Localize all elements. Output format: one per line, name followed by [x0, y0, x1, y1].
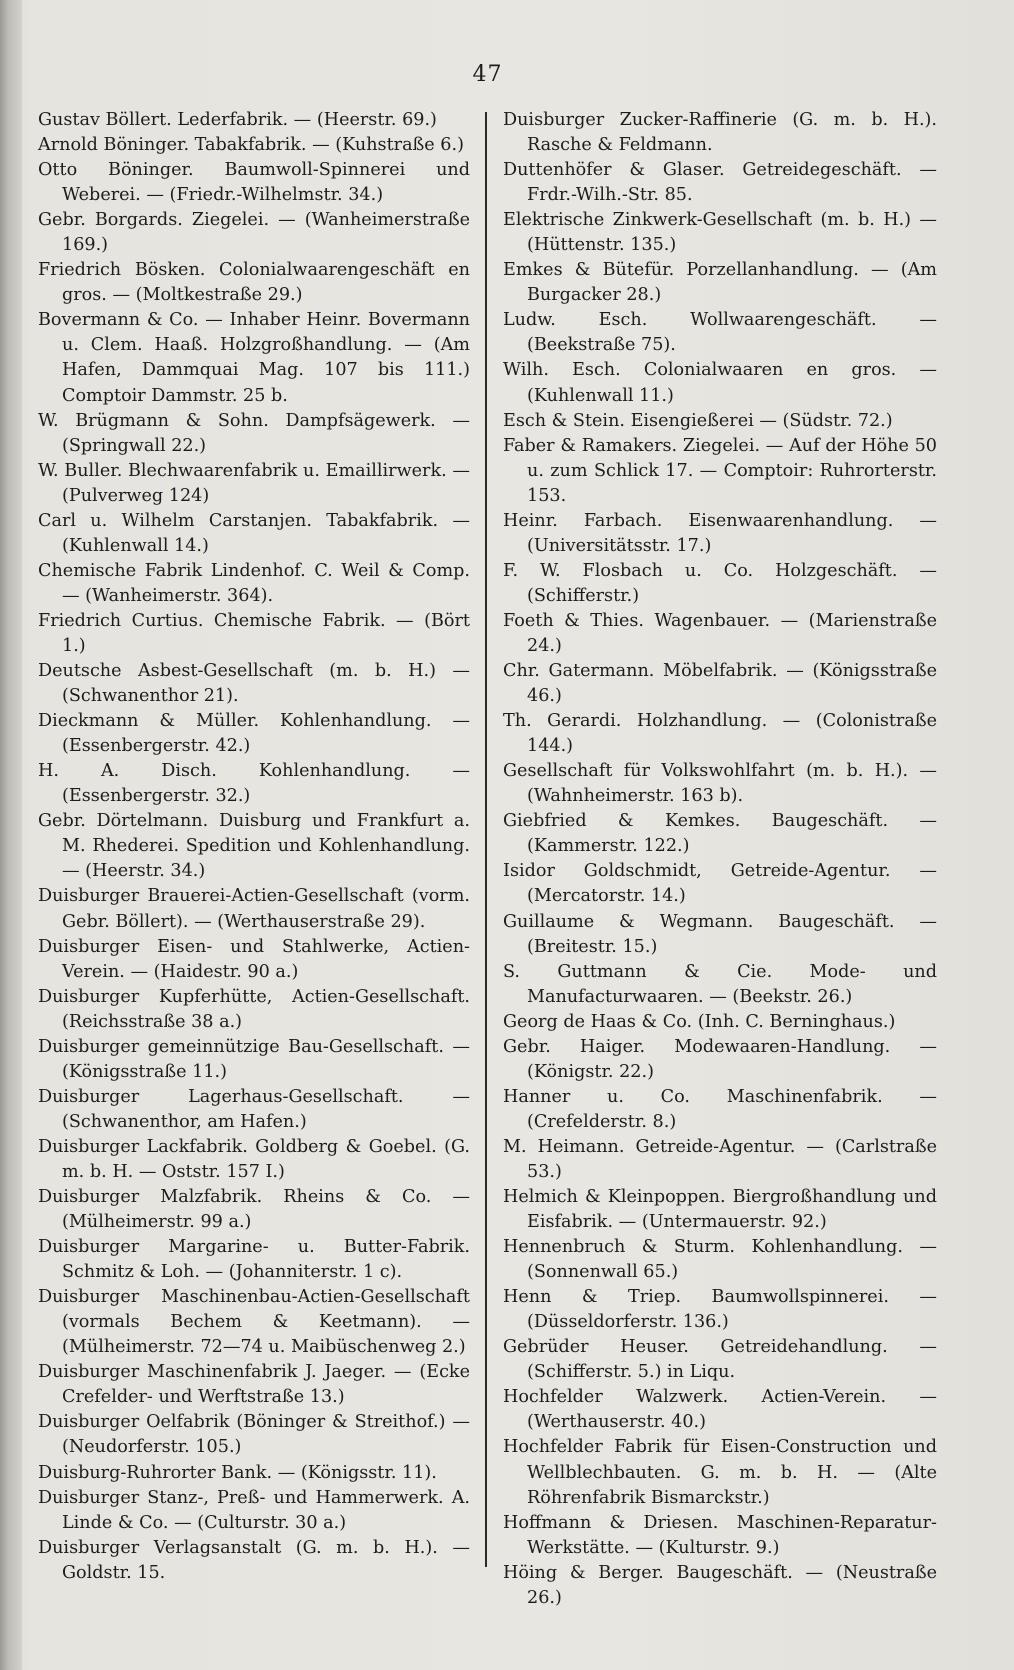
directory-entry: Duisburg-Ruhrorter Bank. — (Königsstr. 11).	[38, 1462, 437, 1483]
directory-entry: Duisburger Brauerei-Actien-Gesellschaft (vorm. Gebr. Böllert). — (Werthauserstraße 29).	[38, 886, 470, 932]
directory-entry: H. A. Disch. Kohlenhandlung. — (Essenbergerstr. 32.)	[38, 761, 470, 807]
directory-entry: Dieckmann & Müller. Kohlenhandlung. — (Essenbergerstr. 42.)	[38, 711, 470, 757]
directory-entry: Guillaume & Wegmann. Baugeschäft. — (Breitestr. 15.)	[503, 911, 937, 957]
directory-entry: Duisburger Maschinenfabrik J. Jaeger. — (Ecke Crefelder- und Werftstraße 13.)	[38, 1362, 470, 1408]
directory-entry: Georg de Haas & Co. (Inh. C. Berninghaus.)	[503, 1011, 896, 1032]
column-divider	[485, 112, 487, 1567]
directory-entry: Duisburger Stanz-, Preß- und Hammerwerk. A. Linde & Co. — (Culturstr. 30 a.)	[38, 1487, 470, 1533]
directory-entry: Hoffmann & Driesen. Maschinen-Reparatur-Werkstätte. — (Kulturstr. 9.)	[503, 1512, 937, 1558]
directory-entry: Wilh. Esch. Colonialwaaren en gros. — (Kuhlenwall 11.)	[503, 360, 937, 406]
directory-entry: Carl u. Wilhelm Carstanjen. Tabakfabrik. — (Kuhlenwall 14.)	[38, 510, 470, 556]
page-number: 47	[472, 62, 503, 87]
directory-entry: Gebr. Borgards. Ziegelei. — (Wanheimerstraße 169.)	[38, 210, 470, 256]
directory-entry: Esch & Stein. Eisengießerei — (Südstr. 72.)	[503, 410, 893, 431]
directory-entry: Deutsche Asbest-Gesellschaft (m. b. H.) — (Schwanenthor 21).	[38, 661, 470, 707]
directory-entry: Bovermann & Co. — Inhaber Heinr. Bovermann u. Clem. Haaß. Holzgroßhandlung. — (Am Hafen, Dammquai Mag. 107 bis 111.) Comptoir Dammstr. 25 b.	[38, 310, 470, 406]
book-binding-shadow	[0, 0, 22, 1670]
directory-entry: Hennenbruch & Sturm. Kohlenhandlung. — (Sonnenwall 65.)	[503, 1237, 937, 1283]
directory-entry: Isidor Goldschmidt, Getreide-Agentur. — (Mercatorstr. 14.)	[503, 861, 937, 907]
directory-entry: Friedrich Bösken. Colonialwaarengeschäft en gros. — (Moltkestraße 29.)	[38, 260, 470, 306]
directory-entry: W. Buller. Blechwaarenfabrik u. Emaillirwerk. — (Pulverweg 124)	[38, 460, 470, 506]
directory-entry: Höing & Berger. Baugeschäft. — (Neustraße 26.)	[503, 1562, 937, 1608]
directory-entry: M. Heimann. Getreide-Agentur. — (Carlstraße 53.)	[503, 1136, 937, 1182]
directory-entry: Duisburger Oelfabrik (Böninger & Streithof.) — (Neudorferstr. 105.)	[38, 1412, 470, 1458]
directory-entry: S. Guttmann & Cie. Mode- und Manufacturwaaren. — (Beekstr. 26.)	[503, 961, 937, 1007]
directory-entry: Th. Gerardi. Holzhandlung. — (Colonistraße 144.)	[503, 711, 937, 757]
directory-entry: W. Brügmann & Sohn. Dampfsägewerk. — (Springwall 22.)	[38, 410, 470, 456]
directory-entry: Duisburger Margarine- u. Butter-Fabrik. Schmitz & Loh. — (Johanniterstr. 1 c).	[38, 1237, 470, 1283]
directory-entry: Hanner u. Co. Maschinenfabrik. — (Crefelderstr. 8.)	[503, 1086, 937, 1132]
directory-entry: Elektrische Zinkwerk-Gesellschaft (m. b. H.) — (Hüttenstr. 135.)	[503, 210, 937, 256]
directory-entry: Hochfelder Fabrik für Eisen-Construction und Wellblechbauten. G. m. b. H. — (Alte Röhrenfabrik Bismarckstr.)	[503, 1437, 937, 1508]
directory-entry: Duisburger Malzfabrik. Rheins & Co. — (Mülheimerstr. 99 a.)	[38, 1187, 470, 1233]
directory-entry: Arnold Böninger. Tabakfabrik. — (Kuhstraße 6.)	[38, 135, 464, 156]
directory-entry: Chr. Gatermann. Möbelfabrik. — (Königsstraße 46.)	[503, 661, 937, 707]
directory-entry: Otto Böninger. Baumwoll-Spinnerei und Weberei. — (Friedr.-Wilhelmstr. 34.)	[38, 160, 470, 206]
directory-entry: Henn & Triep. Baumwollspinnerei. — (Düsseldorferstr. 136.)	[503, 1287, 937, 1333]
directory-entry: Duisburger gemeinnützige Bau-Gesellschaft. — (Königsstraße 11.)	[38, 1036, 470, 1082]
right-column	[503, 108, 937, 1611]
directory-entry: Friedrich Curtius. Chemische Fabrik. — (Bört 1.)	[38, 610, 470, 656]
left-column	[38, 108, 470, 1586]
directory-entry: Gustav Böllert. Lederfabrik. — (Heerstr. 69.)	[38, 110, 437, 130]
directory-entry: Gebrüder Heuser. Getreidehandlung. — (Schifferstr. 5.) in Liqu.	[503, 1337, 937, 1383]
directory-entry: Gesellschaft für Volkswohlfahrt (m. b. H.). — (Wahnheimerstr. 163 b).	[503, 761, 937, 807]
directory-entry: Giebfried & Kemkes. Baugeschäft. — (Kammerstr. 122.)	[503, 811, 937, 857]
directory-entry: Chemische Fabrik Lindenhof. C. Weil & Comp. — (Wanheimerstr. 364).	[38, 560, 470, 606]
directory-entry: Gebr. Dörtelmann. Duisburg und Frankfurt a. M. Rhederei. Spedition und Kohlenhandlung. — (Heerstr. 34.)	[38, 811, 470, 882]
directory-entry: Duisburger Verlagsanstalt (G. m. b. H.). — Goldstr. 15.	[38, 1537, 470, 1583]
directory-entry: Heinr. Farbach. Eisenwaarenhandlung. — (Universitätsstr. 17.)	[503, 510, 937, 556]
directory-entry: Hochfelder Walzwerk. Actien-Verein. — (Werthauserstr. 40.)	[503, 1387, 937, 1433]
directory-entry: Faber & Ramakers. Ziegelei. — Auf der Höhe 50 u. zum Schlick 17. — Comptoir: Ruhrorterstr. 153.	[503, 435, 937, 506]
directory-entry: Duisburger Lagerhaus-Gesellschaft. — (Schwanenthor, am Hafen.)	[38, 1086, 470, 1132]
directory-entry: Duttenhöfer & Glaser. Getreidegeschäft. — Frdr.-Wilh.-Str. 85.	[503, 160, 937, 206]
directory-entry: Duisburger Zucker-Raffinerie (G. m. b. H.). Rasche & Feldmann.	[503, 110, 937, 156]
directory-entry: Helmich & Kleinpoppen. Biergroßhandlung und Eisfabrik. — (Untermauerstr. 92.)	[503, 1187, 937, 1233]
directory-entry: Duisburger Lackfabrik. Goldberg & Goebel. (G. m. b. H. — Oststr. 157 I.)	[38, 1136, 470, 1182]
directory-entry: Duisburger Kupferhütte, Actien-Gesellschaft. (Reichsstraße 38 a.)	[38, 986, 470, 1032]
directory-entry: F. W. Flosbach u. Co. Holzgeschäft. — (Schifferstr.)	[503, 560, 937, 606]
directory-entry: Emkes & Bütefür. Porzellanhandlung. — (Am Burgacker 28.)	[503, 260, 937, 306]
directory-entry: Duisburger Eisen- und Stahlwerke, Actien-Verein. — (Haidestr. 90 a.)	[38, 936, 470, 982]
directory-entry: Ludw. Esch. Wollwaarengeschäft. — (Beekstraße 75).	[503, 310, 937, 356]
directory-entry: Duisburger Maschinenbau-Actien-Gesellschaft (vormals Bechem & Keetmann). — (Mülheimerstr. 72—74 u. Maibüschenweg 2.)	[38, 1287, 470, 1358]
directory-entry: Gebr. Haiger. Modewaaren-Handlung. — (Königstr. 22.)	[503, 1036, 937, 1082]
directory-entry: Foeth & Thies. Wagenbauer. — (Marienstraße 24.)	[503, 610, 937, 656]
